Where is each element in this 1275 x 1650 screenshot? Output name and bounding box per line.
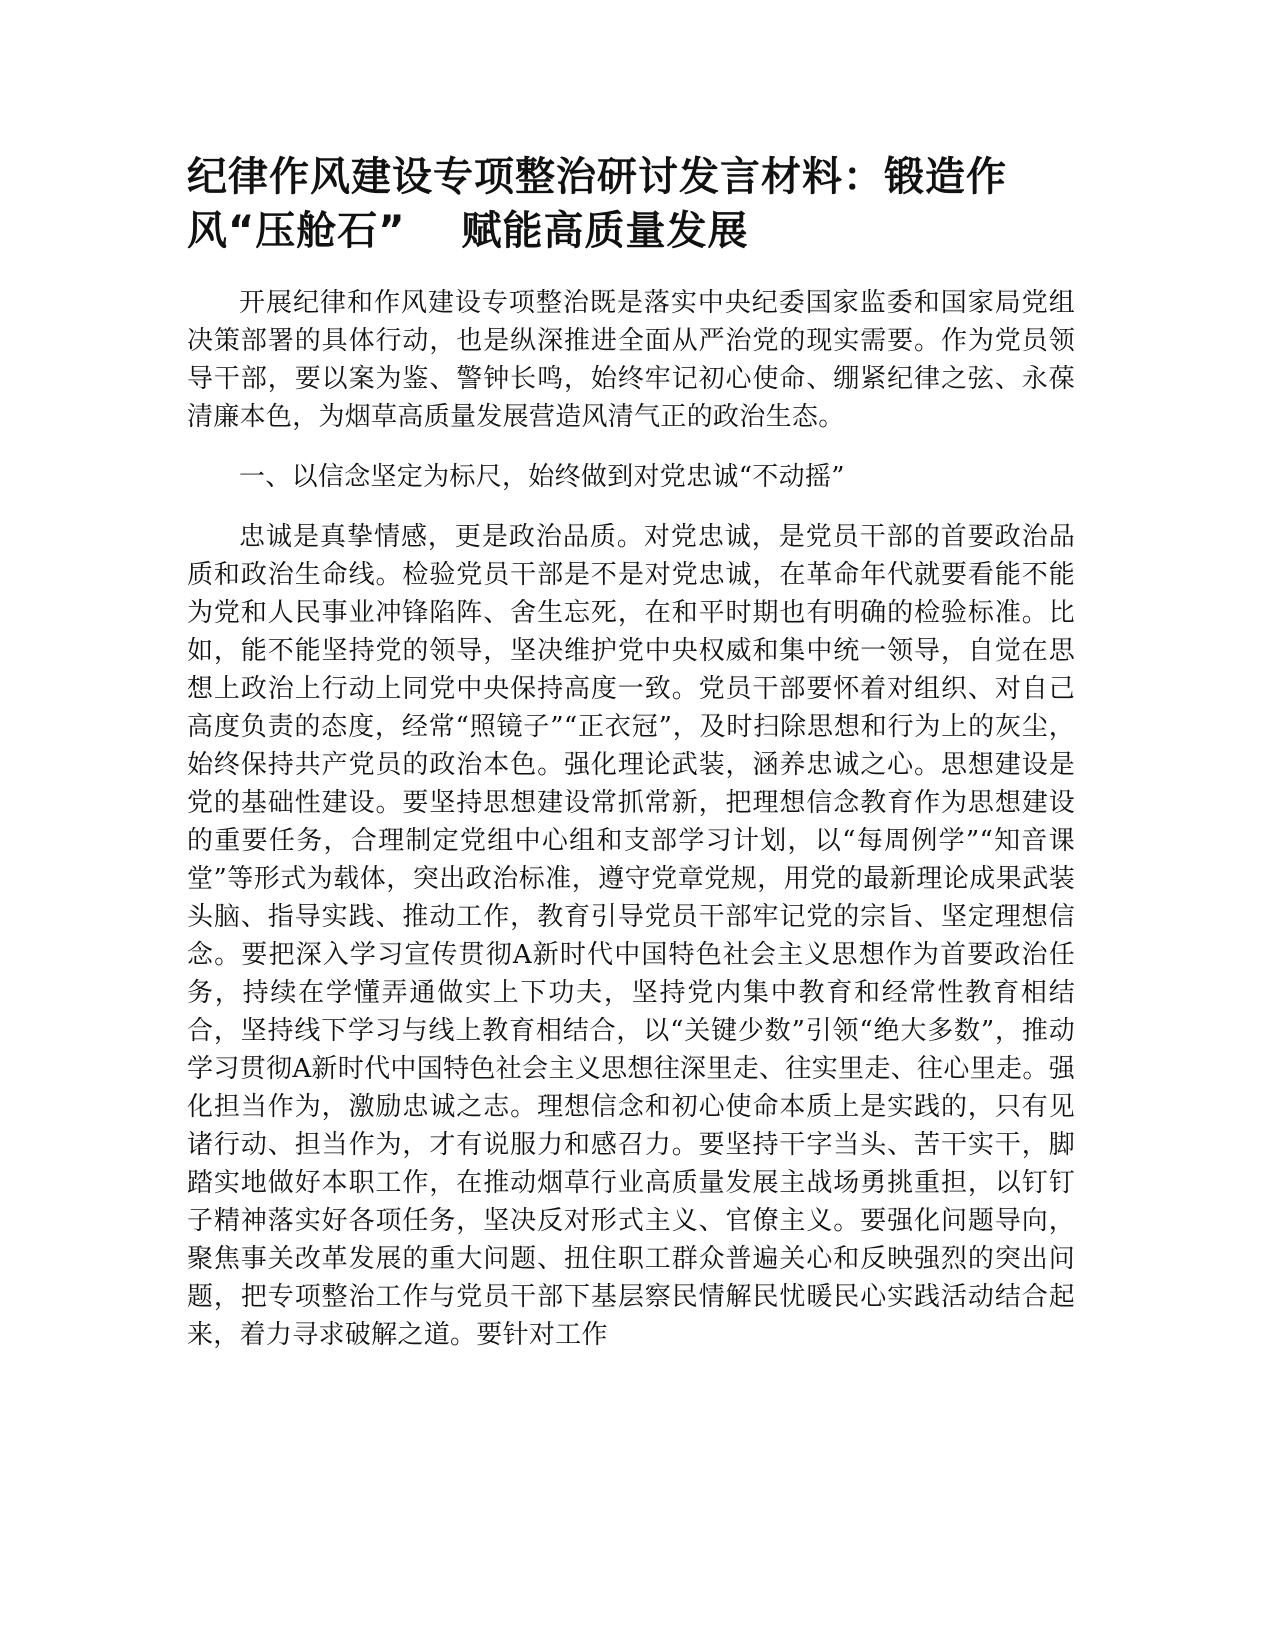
title-line-2: 风“压舱石” 赋能高质量发展 [187, 208, 749, 254]
title-line-1: 纪律作风建设专项整治研讨发言材料：锻造作 [187, 154, 1007, 200]
intro-paragraph: 开展纪律和作风建设专项整治既是落实中央纪委国家监委和国家局党组决策部署的具体行动，也是纵深推进全面从严治党的现实需要。作为党员领导干部，要以案为鉴、警钟长鸣，始终牢记初心使命、绷紧纪律之弦、永葆清廉本色，为烟草高质量发展营造风清气正的政治生态。 [187, 288, 1075, 432]
document-title [187, 150, 1075, 258]
section-heading-1: 一、以信念坚定为标尺，始终做到对党忠诚“不动摇” [239, 462, 845, 492]
section-body-1: 忠诚是真挚情感，更是政治品质。对党忠诚，是党员干部的首要政治品质和政治生命线。检验党员干部是不是对党忠诚，在革命年代就要看能不能为党和人民事业冲锋陷阵、舍生忘死，在和平时期也有明确的检验标准。比如，能不能坚持党的领导，坚决维护党中央权威和集中统一领导，自觉在思想上政治上行动上同党中央保持高度一致。党员干部要怀着对组织、对自己高度负责的态度，经常“照镜子”“正衣冠”，及时扫除思想和行为上的灰尘，始终保持共产党员的政治本色。强化理论武装，涵养忠诚之心。思想建设是党的基础性建设。要坚持思想建设常抓常新，把理想信念教育作为思想建设的重要任务，合理制定党组中心组和支部学习计划，以“每周例学”“知音课堂”等形式为载体，突出政治标准，遵守党章党规，用党的最新理论成果武装头脑、指导实践、推动工作，教育引导党员干部牢记党的宗旨、坚定理想信念。要把深入学习宣传贯彻A新时代中国特色社会主义思想作为首要政治任务，持续在学懂弄通做实上下功夫，坚持党内集中教育和经常性教育相结合，坚持线下学习与线上教育相结合，以“关键少数”引领“绝大多数”，推动学习贯彻A新时代中国特色社会主义思想往深里走、往实里走、往心里走。强化担当作为，激励忠诚之志。理想信念和初心使命本质上是实践的，只有见诸行动、担当作为，才有说服力和感召力。要坚持干字当头、苦干实干，脚踏实地做好本职工作，在推动烟草行业高质量发展主战场勇挑重担，以钉钉子精神落实好各项任务，坚决反对形式主义、官僚主义。要强化问题导向，聚焦事关改革发展的重大问题、扭住职工群众普遍关心和反映强烈的突出问题，把专项整治工作与党员干部下基层察民情解民忧暖民心实践活动结合起来，着力寻求破解之道。要针对工作 [187, 522, 1075, 1350]
document-page [187, 150, 1075, 1354]
